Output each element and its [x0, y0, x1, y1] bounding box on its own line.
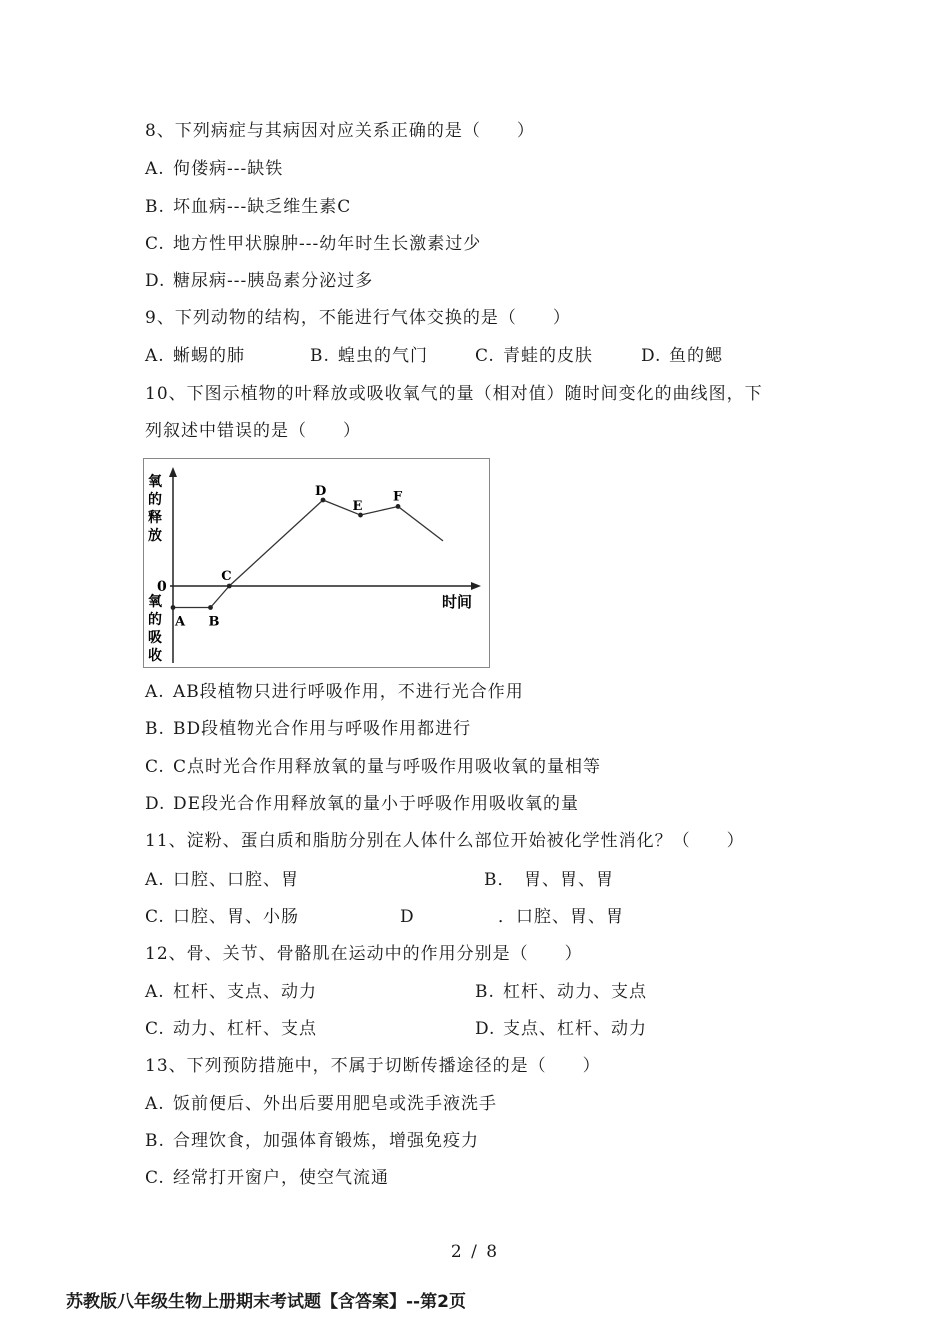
option-label: C.: [145, 907, 165, 927]
q9-option-d: [641, 345, 723, 367]
point-label-b: B: [208, 614, 220, 630]
q8-option-d: [145, 270, 373, 292]
option-label: A.: [145, 346, 165, 366]
q10-option-a: [145, 681, 524, 703]
y-label-bottom-1: 的: [148, 612, 162, 628]
option-text: 佝偻病---缺铁: [173, 159, 284, 179]
option-label: B.: [145, 197, 165, 217]
option-label: B．: [484, 870, 516, 890]
option-label: B.: [310, 346, 330, 366]
curve-segment: [361, 506, 399, 515]
option-text: 蝗虫的气门: [338, 346, 428, 366]
x-axis-label: 时间: [442, 593, 473, 611]
q8-stem: 8、下列病症与其病因对应关系正确的是（ ）: [145, 121, 535, 141]
option-label: D.: [145, 794, 166, 814]
option-text: 蜥蜴的肺: [173, 346, 245, 366]
q13-option-b: [145, 1130, 479, 1152]
option-text: ．口腔、胃、胃: [498, 907, 624, 927]
option-text: 地方性甲状腺肿---幼年时生长激素过少: [173, 234, 482, 254]
option-label: C.: [475, 346, 495, 366]
y-label-bottom-0: 氧: [148, 594, 162, 610]
point-b: [208, 605, 213, 610]
option-label: B.: [145, 1131, 165, 1151]
option-label: A.: [145, 1094, 165, 1114]
q11-option-c: [145, 906, 299, 928]
q11-option-a: [145, 869, 299, 891]
chart-svg: [144, 459, 491, 669]
option-text: 坏血病---缺乏维生素C: [173, 197, 352, 217]
y-label-bottom-2: 吸: [148, 630, 162, 646]
q9-option-b: [310, 345, 428, 367]
q12-option-c: [145, 1018, 317, 1040]
option-text: 杠杆、动力、支点: [503, 982, 647, 1002]
curve-segment: [229, 500, 323, 586]
point-label-d: D: [315, 484, 327, 499]
option-label: A.: [145, 982, 165, 1002]
option-text: 动力、杠杆、支点: [173, 1019, 317, 1039]
option-text: 糖尿病---胰岛素分泌过多: [173, 271, 374, 291]
q12-stem: 12、骨、关节、骨骼肌在运动中的作用分别是（ ）: [145, 944, 583, 964]
y-label-top-0: 氧: [148, 474, 162, 490]
q10-stem-line2: 列叙述中错误的是（ ）: [145, 421, 361, 441]
q12-option-d: [475, 1018, 647, 1040]
option-text: 青蛙的皮肤: [503, 346, 593, 366]
point-label-e: E: [352, 499, 363, 515]
option-text: C点时光合作用释放氧的量与呼吸作用吸收氧的量相等: [173, 757, 602, 777]
option-label: A.: [145, 682, 165, 702]
y-label-top-1: 的: [148, 492, 162, 508]
point-label-f: F: [393, 489, 403, 505]
option-label: B.: [145, 719, 165, 739]
option-label: C.: [145, 757, 165, 777]
q10-option-b: [145, 718, 471, 740]
option-text: 合理饮食，加强体育锻炼，增强免疫力: [173, 1131, 479, 1151]
option-text: 杠杆、支点、动力: [173, 982, 317, 1002]
option-text: 支点、杠杆、动力: [503, 1019, 647, 1039]
option-label: C.: [145, 1168, 165, 1188]
footer-title: 苏教版八年级生物上册期末考试题【含答案】--第2页: [66, 1292, 466, 1312]
point-f: [396, 504, 401, 509]
x-axis-arrow: [471, 582, 481, 590]
oxygen-curve-chart: [143, 458, 490, 668]
point-label-a: A: [175, 614, 186, 630]
q10-option-c: [145, 756, 601, 778]
q11-stem: 11、淀粉、蛋白质和脂肪分别在人体什么部位开始被化学性消化？（ ）: [145, 831, 745, 851]
point-c: [227, 584, 232, 589]
q10-option-d: [145, 793, 579, 815]
q13-option-a: [145, 1093, 497, 1115]
option-label: C.: [145, 1019, 165, 1039]
option-text: 饭前便后、外出后要用肥皂或洗手液洗手: [173, 1094, 497, 1114]
curve-layer: [171, 484, 443, 630]
option-text: 胃、胃、胃: [524, 870, 614, 890]
option-label: D: [400, 907, 415, 927]
option-text: 口腔、胃、小肠: [173, 907, 299, 927]
page-number: 2 / 8: [450, 1242, 500, 1262]
option-text: AB段植物只进行呼吸作用，不进行光合作用: [173, 682, 524, 702]
option-text: 鱼的鳃: [669, 346, 723, 366]
q8-option-b: [145, 196, 351, 218]
point-label-c: C: [221, 569, 232, 584]
y-label-bottom-3: 收: [148, 648, 162, 664]
option-text: BD段植物光合作用与呼吸作用都进行: [173, 719, 472, 739]
option-text: 经常打开窗户，使空气流通: [173, 1168, 389, 1188]
option-label: A.: [145, 159, 165, 179]
q12-option-a: [145, 981, 317, 1003]
curve-segment: [211, 586, 230, 608]
q11-option-b: [484, 869, 614, 891]
y-label-top-3: 放: [148, 528, 162, 544]
option-text: 口腔、口腔、胃: [173, 870, 299, 890]
option-label: D.: [145, 271, 166, 291]
curve-segment: [398, 506, 443, 540]
q9-option-a: [145, 345, 245, 367]
zero-label: 0: [157, 579, 167, 595]
q13-stem: 13、下列预防措施中，不属于切断传播途径的是（ ）: [145, 1056, 601, 1076]
y-label-top-2: 释: [148, 510, 162, 526]
q13-option-c: [145, 1167, 389, 1189]
option-label: B.: [475, 982, 495, 1002]
q10-stem-line1: 10、下图示植物的叶释放或吸收氧气的量（相对值）随时间变化的曲线图，下: [145, 384, 763, 404]
option-text: DE段光合作用释放氧的量小于呼吸作用吸收氧的量: [173, 794, 580, 814]
option-label: C.: [145, 234, 165, 254]
option-label: D.: [641, 346, 662, 366]
q11-option-d: [400, 906, 624, 928]
q8-option-c: [145, 233, 481, 255]
option-label: A.: [145, 870, 165, 890]
option-label: D.: [475, 1019, 496, 1039]
point-a: [171, 605, 176, 610]
q12-option-b: [475, 981, 647, 1003]
q9-stem: 9、下列动物的结构，不能进行气体交换的是（ ）: [145, 308, 571, 328]
y-axis-arrow: [169, 467, 177, 477]
q8-option-a: [145, 158, 283, 180]
q9-option-c: [475, 345, 593, 367]
